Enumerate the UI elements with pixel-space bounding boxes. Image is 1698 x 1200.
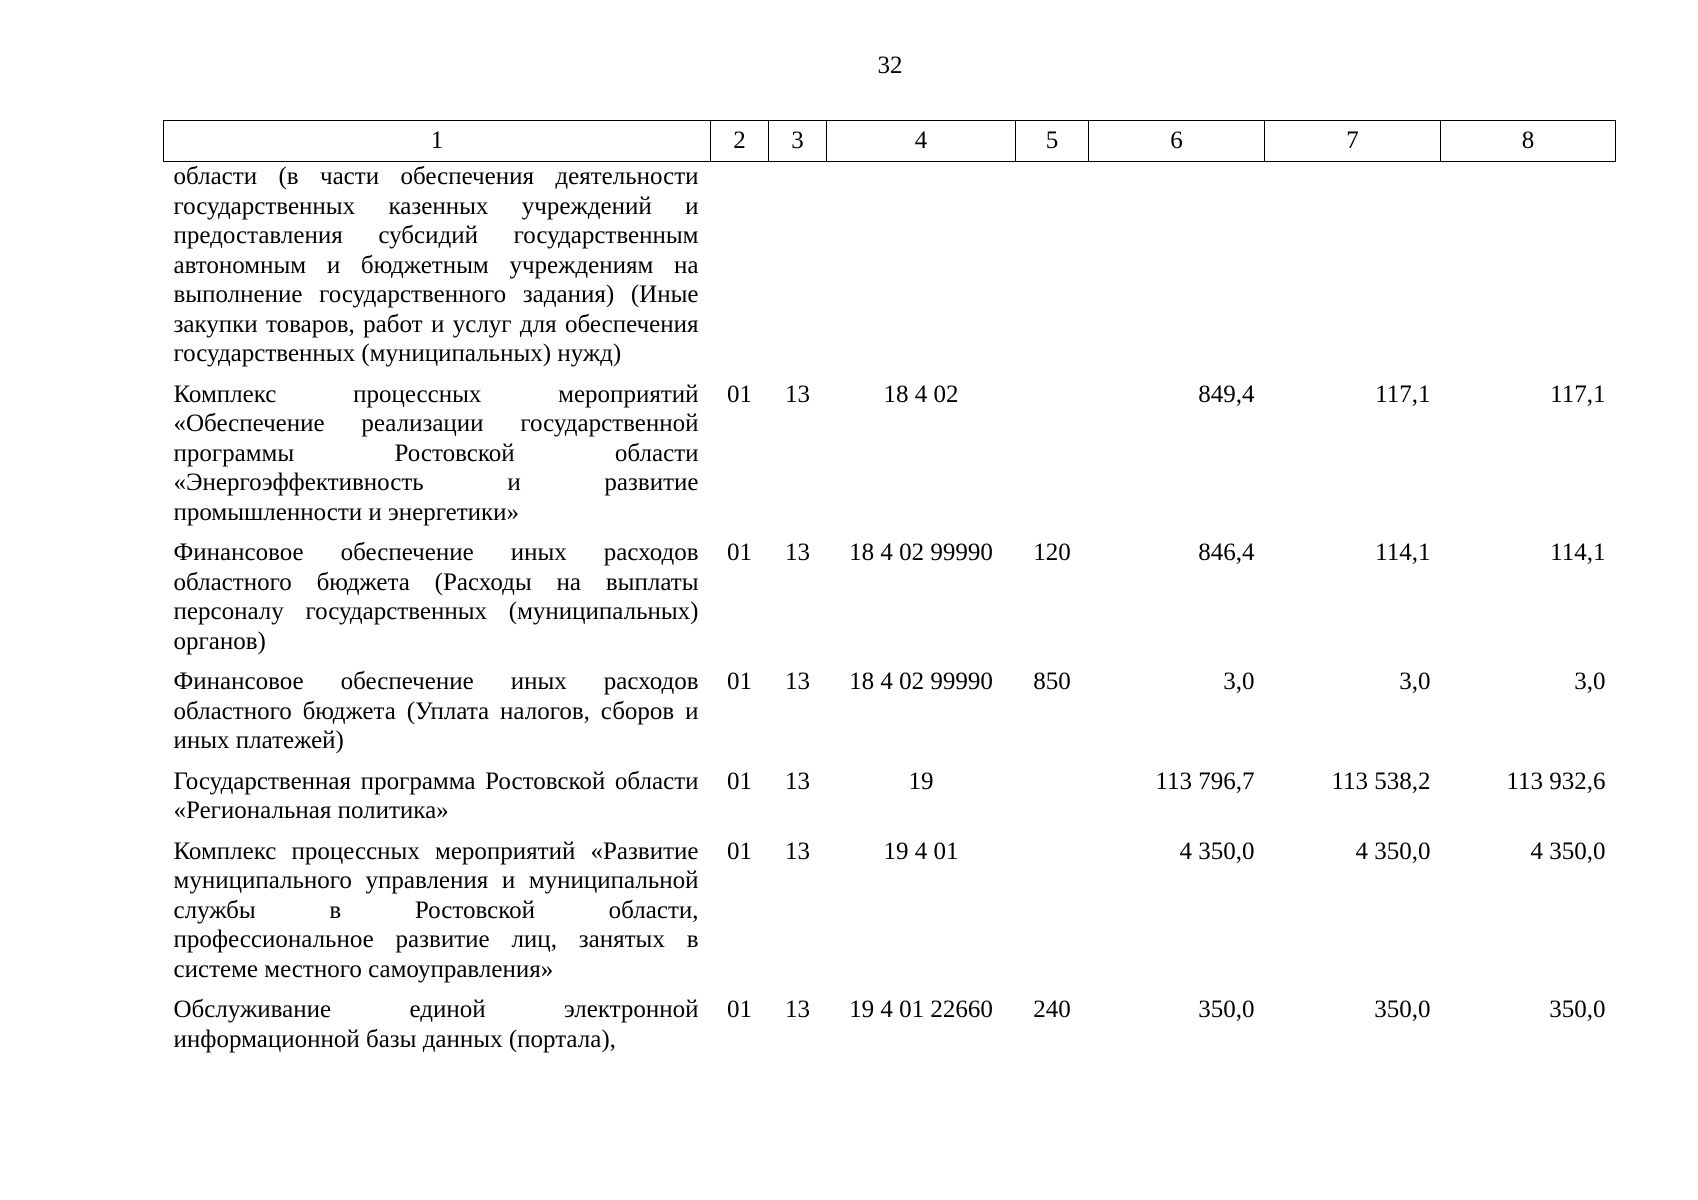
row-amount-col7: 117,1 bbox=[1375, 380, 1431, 408]
column-header: 8 bbox=[1441, 121, 1616, 162]
row-amount-col8: 113 932,6 bbox=[1506, 767, 1606, 795]
row-amount-col6: 846,4 bbox=[1198, 539, 1255, 566]
row-description: Финансовое обеспечение иных расходов областного бюджета (Расходы на выплаты персоналу государственных (муниципальных) органов) bbox=[173, 539, 699, 655]
row-amount-col6: 350,0 bbox=[1198, 996, 1255, 1023]
row-section-code: 01 bbox=[727, 539, 752, 566]
row-amount-col6: 4 350,0 bbox=[1179, 837, 1255, 865]
row-subsection-code: 13 bbox=[785, 668, 810, 695]
row-subsection-code: 13 bbox=[785, 539, 810, 566]
row-description: Государственная программа Ростовской области «Региональная политика» bbox=[173, 767, 699, 824]
table-row bbox=[164, 538, 1616, 667]
table-row bbox=[164, 667, 1616, 767]
row-target-article: 19 4 01 bbox=[883, 837, 959, 865]
row-expense-type bbox=[1016, 162, 1089, 380]
row-amount-col8: 117,1 bbox=[1550, 380, 1606, 408]
row-description: Комплекс процессных мероприятий «Обеспечение реализации государственной программы Ростовской области «Энергоэффективность и развитие промышленности и энергетики» bbox=[173, 380, 699, 526]
row-target-article: 19 4 01 22660 bbox=[849, 996, 993, 1023]
row-amount-col7: 114,1 bbox=[1375, 539, 1431, 566]
row-description: Комплекс процессных мероприятий «Развитие муниципального управления и муниципальной службы в Ростовской области, профессиональное развитие лиц, занятых в системе местного самоуправления» bbox=[173, 837, 699, 983]
row-target-article: 18 4 02 bbox=[883, 380, 959, 408]
row-expense-type: 240 bbox=[1033, 996, 1071, 1023]
column-header: 4 bbox=[827, 121, 1016, 162]
table-header-row bbox=[164, 121, 1616, 162]
column-header: 7 bbox=[1265, 121, 1441, 162]
row-expense-type: 850 bbox=[1033, 668, 1071, 695]
column-header: 5 bbox=[1016, 121, 1089, 162]
row-description: Обслуживание единой электронной информационной базы данных (портала), bbox=[173, 996, 699, 1053]
column-header: 3 bbox=[769, 121, 827, 162]
row-subsection-code: 13 bbox=[785, 996, 810, 1023]
column-header: 6 bbox=[1089, 121, 1265, 162]
row-target-article: 18 4 02 99990 bbox=[849, 539, 993, 566]
row-amount-col6: 113 796,7 bbox=[1155, 767, 1255, 795]
row-expense-type bbox=[1016, 837, 1089, 996]
row-amount-col8: 4 350,0 bbox=[1530, 837, 1606, 865]
row-subsection-code: 13 bbox=[785, 767, 810, 795]
row-section-code: 01 bbox=[727, 380, 752, 408]
row-section-code: 01 bbox=[727, 668, 752, 695]
page-number: 32 bbox=[877, 52, 903, 79]
row-description: области (в части обеспечения деятельности государственных казенных учреждений и предоставления субсидий государственным автономным и бюджетным учреждениям на выполнение государственного задания) (Иные закупки товаров, работ и услуг для обеспечения государственных (муниципальных) нужд) bbox=[173, 163, 699, 367]
table-row bbox=[164, 162, 1616, 380]
table-row bbox=[164, 380, 1616, 539]
budget-table bbox=[163, 120, 1616, 1065]
row-subsection-code bbox=[769, 162, 827, 380]
column-header: 1 bbox=[164, 121, 711, 162]
table-body bbox=[164, 162, 1616, 1066]
row-amount-col7 bbox=[1265, 162, 1441, 380]
row-section-code: 01 bbox=[727, 837, 752, 865]
row-amount-col8: 350,0 bbox=[1549, 996, 1606, 1023]
row-subsection-code: 13 bbox=[785, 380, 810, 408]
row-amount-col7: 3,0 bbox=[1399, 668, 1431, 695]
row-amount-col8: 114,1 bbox=[1550, 539, 1606, 566]
row-amount-col7: 350,0 bbox=[1374, 996, 1431, 1023]
row-amount-col6: 3,0 bbox=[1223, 668, 1255, 695]
row-amount-col8: 3,0 bbox=[1574, 668, 1606, 695]
row-expense-type bbox=[1016, 380, 1089, 539]
table-row bbox=[164, 995, 1616, 1065]
row-section-code: 01 bbox=[727, 996, 752, 1023]
row-amount-col6 bbox=[1089, 162, 1265, 380]
row-description: Финансовое обеспечение иных расходов областного бюджета (Уплата налогов, сборов и иных платежей) bbox=[173, 668, 699, 754]
row-amount-col7: 4 350,0 bbox=[1355, 837, 1431, 865]
row-subsection-code: 13 bbox=[785, 837, 810, 865]
row-target-article: 19 bbox=[908, 767, 934, 795]
row-amount-col8 bbox=[1441, 162, 1616, 380]
row-expense-type bbox=[1016, 767, 1089, 837]
row-section-code: 01 bbox=[727, 767, 752, 795]
table-row bbox=[164, 837, 1616, 996]
row-amount-col6: 849,4 bbox=[1198, 380, 1255, 408]
table-row bbox=[164, 767, 1616, 837]
column-header: 2 bbox=[711, 121, 769, 162]
row-target-article bbox=[827, 162, 1016, 380]
row-amount-col7: 113 538,2 bbox=[1331, 767, 1431, 795]
row-section-code bbox=[711, 162, 769, 380]
row-expense-type: 120 bbox=[1033, 539, 1071, 566]
row-target-article: 18 4 02 99990 bbox=[849, 668, 993, 695]
